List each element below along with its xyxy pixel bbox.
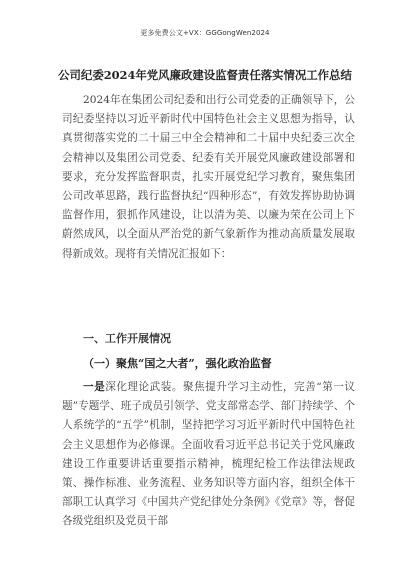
intro-paragraph: 2024年在集团公司纪委和出行公司党委的正确领导下，公司纪委坚持以习近平新时代中国特色社会主义思想为指导，认真贯彻落实党的二十届三中全会精神和二十届中央纪委三次全会精神以及集团公司党委、纪委有关开展党风廉政建设部署和要求，充分发挥监督职责，扎实开展党纪学习教育，聚焦集团公司改革思路，践行监督执纪“四种形态”，有效发挥协助协调监督作用，狠抓作风建设，让以清为美、以廉为荣在公司上下蔚然成风，以全面从严治党的新气象新作为推动高质量发展取得新成效。现将有关情况汇报如下： xyxy=(62,94,355,260)
section-heading: 一、工作开展情况 xyxy=(83,332,171,345)
document-title: 公司纪委2024年党风廉政建设监督责任落实情况工作总结 xyxy=(58,68,352,82)
body-paragraph xyxy=(62,378,355,532)
paragraph-text: 深化理论武装。聚焦提升学习主动性，完善“第一议题”专题学、班子成员引领学、党支部常态学、部门持续学、个人系统学的“五学”机制，坚持把学习习近平新时代中国特色社会主义思想作为必修课。全面收看习近平总书记关于党风廉政建设工作重要讲话重要指示精神，梳理纪检工作法律法规政策、操作标准、业务流程、业务知识等方面内容，组织全体干部职工认真学习《中国共产党纪律处分条例》《党章》等，督促各级党组织及党员干部 xyxy=(62,381,355,528)
subsection-heading: （一）聚焦“国之大者”，强化政治监督 xyxy=(83,357,272,370)
page-header: 更多免费公文+VX：GGGongWen2024 xyxy=(140,29,270,37)
paragraph-lead: 一是 xyxy=(83,381,106,393)
